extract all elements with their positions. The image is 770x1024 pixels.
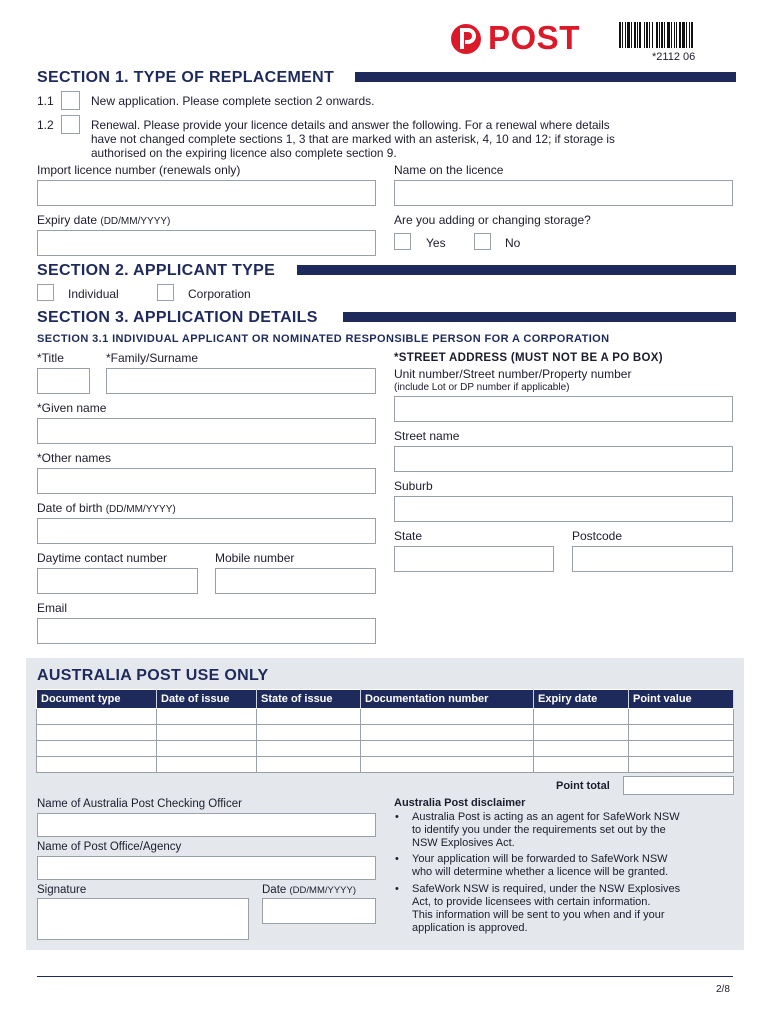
table-cell[interactable] bbox=[361, 741, 534, 757]
table-row bbox=[37, 709, 734, 725]
point-total-label: Point total bbox=[556, 780, 610, 792]
given-name-input[interactable] bbox=[37, 418, 376, 444]
table-row bbox=[37, 741, 734, 757]
option-1-2-line-3: authorised on the expiring licence also complete section 9. bbox=[91, 146, 397, 160]
barcode-bar bbox=[619, 22, 621, 48]
dob-label bbox=[37, 501, 176, 517]
table-cell[interactable] bbox=[629, 757, 734, 773]
date-label-text: Date bbox=[262, 884, 287, 896]
section3-subtitle: SECTION 3.1 INDIVIDUAL APPLICANT OR NOMINATED RESPONSIBLE PERSON FOR A CORPORATION bbox=[37, 333, 610, 345]
date-label bbox=[262, 883, 356, 898]
disclaimer-line: This information will be sent to you when and if your bbox=[412, 909, 665, 921]
point-total-input[interactable] bbox=[623, 776, 734, 795]
col-date-of-issue: Date of issue bbox=[157, 690, 257, 709]
barcode-bar bbox=[667, 22, 670, 48]
section2-title: SECTION 2. APPLICANT TYPE bbox=[37, 262, 276, 279]
import-licence-input[interactable] bbox=[37, 180, 376, 206]
section3-title: SECTION 3. APPLICATION DETAILS bbox=[37, 309, 318, 326]
disclaimer-line: who will determine whether a licence will be granted. bbox=[412, 866, 669, 878]
checking-officer-input[interactable] bbox=[37, 813, 376, 837]
section1-title: SECTION 1. TYPE OF REPLACEMENT bbox=[37, 69, 335, 86]
table-cell[interactable] bbox=[257, 741, 361, 757]
table-row bbox=[37, 757, 734, 773]
barcode-bar bbox=[631, 22, 632, 48]
barcode-bar bbox=[656, 22, 658, 48]
disclaimer-line: SafeWork NSW is required, under the NSW Explosives bbox=[412, 883, 681, 895]
option-1-1-checkbox[interactable] bbox=[61, 91, 80, 110]
individual-checkbox[interactable] bbox=[37, 284, 54, 301]
table-cell[interactable] bbox=[257, 757, 361, 773]
post-logo-icon bbox=[450, 23, 482, 55]
barcode-number: *2112 06 bbox=[652, 51, 696, 63]
suburb-label: Suburb bbox=[394, 479, 433, 493]
barcode-bar bbox=[679, 22, 681, 48]
barcode-bar bbox=[682, 22, 685, 48]
disclaimer-line: application is approved. bbox=[412, 922, 528, 934]
expiry-date-label bbox=[37, 213, 170, 229]
signature-input[interactable] bbox=[37, 898, 249, 940]
bullet-icon: • bbox=[395, 811, 399, 823]
individual-label: Individual bbox=[68, 287, 119, 301]
barcode-bar bbox=[676, 22, 677, 48]
barcode-bar bbox=[659, 22, 660, 48]
storage-no-label: No bbox=[505, 236, 521, 250]
surname-input[interactable] bbox=[106, 368, 376, 394]
disclaimer-line: Australia Post is acting as an agent for SafeWork NSW bbox=[412, 811, 680, 823]
postcode-label: Postcode bbox=[572, 529, 623, 543]
state-label: State bbox=[394, 529, 423, 543]
table-cell[interactable] bbox=[534, 709, 629, 725]
storage-no-checkbox[interactable] bbox=[474, 233, 491, 250]
expiry-label-text: Expiry date bbox=[37, 213, 98, 227]
corporation-checkbox[interactable] bbox=[157, 284, 174, 301]
barcode-bar bbox=[652, 22, 653, 48]
street-name-input[interactable] bbox=[394, 446, 733, 472]
disclaimer-line: Act, to provide licensees with certain information. bbox=[412, 896, 651, 908]
australia-post-logo bbox=[450, 19, 590, 56]
post-use-title: AUSTRALIA POST USE ONLY bbox=[37, 667, 269, 684]
import-licence-label: Import licence number (renewals only) bbox=[37, 163, 241, 177]
dob-format-text: (DD/MM/YYYY) bbox=[105, 504, 176, 515]
table-cell[interactable] bbox=[157, 741, 257, 757]
table-cell[interactable] bbox=[157, 709, 257, 725]
table-cell[interactable] bbox=[257, 725, 361, 741]
unit-note: (include Lot or DP number if applicable) bbox=[394, 382, 570, 393]
table-cell[interactable] bbox=[534, 725, 629, 741]
barcode-bar bbox=[639, 22, 641, 48]
postcode-input[interactable] bbox=[572, 546, 733, 572]
table-cell[interactable] bbox=[257, 709, 361, 725]
barcode-bar bbox=[627, 22, 630, 48]
suburb-input[interactable] bbox=[394, 496, 733, 522]
table-cell[interactable] bbox=[37, 741, 157, 757]
barcode-bar bbox=[661, 22, 663, 48]
name-on-licence-label: Name on the licence bbox=[394, 163, 504, 177]
barcode-bar bbox=[637, 22, 638, 48]
table-cell[interactable] bbox=[37, 725, 157, 741]
option-1-2-line-1: Renewal. Please provide your licence details and answer the following. For a renewal where details bbox=[91, 118, 610, 132]
table-cell[interactable] bbox=[629, 709, 734, 725]
checking-officer-label: Name of Australia Post Checking Officer bbox=[37, 798, 242, 810]
table-cell[interactable] bbox=[37, 709, 157, 725]
barcode-bar bbox=[634, 22, 636, 48]
table-cell[interactable] bbox=[534, 757, 629, 773]
table-cell[interactable] bbox=[37, 757, 157, 773]
table-cell[interactable] bbox=[157, 757, 257, 773]
barcode-bar bbox=[649, 22, 650, 48]
name-on-licence-input[interactable] bbox=[394, 180, 733, 206]
barcode-bar bbox=[625, 22, 626, 48]
state-input[interactable] bbox=[394, 546, 554, 572]
surname-label: *Family/Surname bbox=[106, 351, 199, 365]
post-office-input[interactable] bbox=[37, 856, 376, 880]
other-names-label: *Other names bbox=[37, 451, 112, 465]
unit-label: Unit number/Street number/Property number bbox=[394, 367, 632, 381]
disclaimer-item bbox=[395, 883, 681, 935]
post-office-label: Name of Post Office/Agency bbox=[37, 841, 182, 853]
storage-yes-label: Yes bbox=[426, 236, 446, 250]
section3-rule bbox=[343, 312, 736, 322]
option-1-1-number: 1.1 bbox=[37, 94, 54, 108]
barcode-bar bbox=[671, 22, 672, 48]
disclaimer-line: to identify you under the requirements set out by the bbox=[412, 824, 666, 836]
barcode-bar bbox=[674, 22, 675, 48]
page-number: 2/8 bbox=[716, 984, 730, 995]
col-documentation-number: Documentation number bbox=[361, 690, 534, 709]
disclaimer-item bbox=[395, 811, 680, 850]
other-names-input[interactable] bbox=[37, 468, 376, 494]
storage-question: Are you adding or changing storage? bbox=[394, 213, 591, 227]
signature-label: Signature bbox=[37, 884, 87, 896]
col-point-value: Point value bbox=[629, 690, 734, 709]
section1-rule bbox=[355, 72, 736, 82]
table-cell[interactable] bbox=[157, 725, 257, 741]
dob-label-text: Date of birth bbox=[37, 501, 103, 515]
mobile-input[interactable] bbox=[215, 568, 376, 594]
expiry-date-input[interactable] bbox=[37, 230, 376, 256]
option-1-2-number: 1.2 bbox=[37, 118, 54, 132]
corporation-label: Corporation bbox=[188, 287, 251, 301]
mobile-label: Mobile number bbox=[215, 551, 295, 565]
col-expiry-date: Expiry date bbox=[534, 690, 629, 709]
barcode-bar bbox=[622, 22, 623, 48]
street-name-label: Street name bbox=[394, 429, 460, 443]
disclaimer-title: Australia Post disclaimer bbox=[394, 797, 526, 809]
title-input[interactable] bbox=[37, 368, 90, 394]
barcode-bar bbox=[686, 22, 687, 48]
section2-rule bbox=[297, 265, 736, 275]
disclaimer-line: NSW Explosives Act. bbox=[412, 837, 515, 849]
table-cell[interactable] bbox=[361, 709, 534, 725]
street-address-heading: *STREET ADDRESS (MUST NOT BE A PO BOX) bbox=[394, 352, 663, 364]
bullet-icon: • bbox=[395, 853, 399, 865]
table-cell[interactable] bbox=[534, 741, 629, 757]
storage-yes-checkbox[interactable] bbox=[394, 233, 411, 250]
table-cell[interactable] bbox=[629, 725, 734, 741]
col-document-type: Document type bbox=[37, 690, 157, 709]
document-table bbox=[36, 689, 734, 773]
given-name-label: *Given name bbox=[37, 401, 107, 415]
daytime-label: Daytime contact number bbox=[37, 551, 168, 565]
disclaimer-line: Your application will be forwarded to SafeWork NSW bbox=[412, 853, 668, 865]
title-label: *Title bbox=[37, 351, 64, 365]
document-table-header bbox=[37, 690, 734, 709]
form-barcode bbox=[619, 22, 730, 48]
date-input[interactable] bbox=[262, 898, 376, 924]
dob-input[interactable] bbox=[37, 518, 376, 544]
col-state-of-issue: State of issue bbox=[257, 690, 361, 709]
email-label: Email bbox=[37, 601, 68, 615]
table-row bbox=[37, 725, 734, 741]
barcode-bar bbox=[646, 22, 648, 48]
barcode-bar bbox=[689, 22, 690, 48]
barcode-bar bbox=[691, 22, 693, 48]
expiry-format-text: (DD/MM/YYYY) bbox=[100, 216, 171, 227]
table-cell[interactable] bbox=[361, 757, 534, 773]
option-1-1-text: New application. Please complete section 2 onwards. bbox=[91, 94, 375, 108]
logo-text: POST bbox=[488, 19, 580, 56]
option-1-2-checkbox[interactable] bbox=[61, 115, 80, 134]
table-cell[interactable] bbox=[361, 725, 534, 741]
daytime-input[interactable] bbox=[37, 568, 198, 594]
bullet-icon: • bbox=[395, 883, 399, 895]
table-cell[interactable] bbox=[629, 741, 734, 757]
email-input[interactable] bbox=[37, 618, 376, 644]
unit-input[interactable] bbox=[394, 396, 733, 422]
barcode-bar bbox=[664, 22, 665, 48]
footer-rule bbox=[37, 976, 733, 977]
disclaimer-item bbox=[395, 853, 669, 879]
date-format-text: (DD/MM/YYYY) bbox=[289, 885, 356, 896]
option-1-2-line-2: have not changed complete sections 1, 3 that are marked with an asterisk, 4, 10 and 12; if storage is bbox=[91, 132, 615, 146]
barcode-bar bbox=[644, 22, 645, 48]
